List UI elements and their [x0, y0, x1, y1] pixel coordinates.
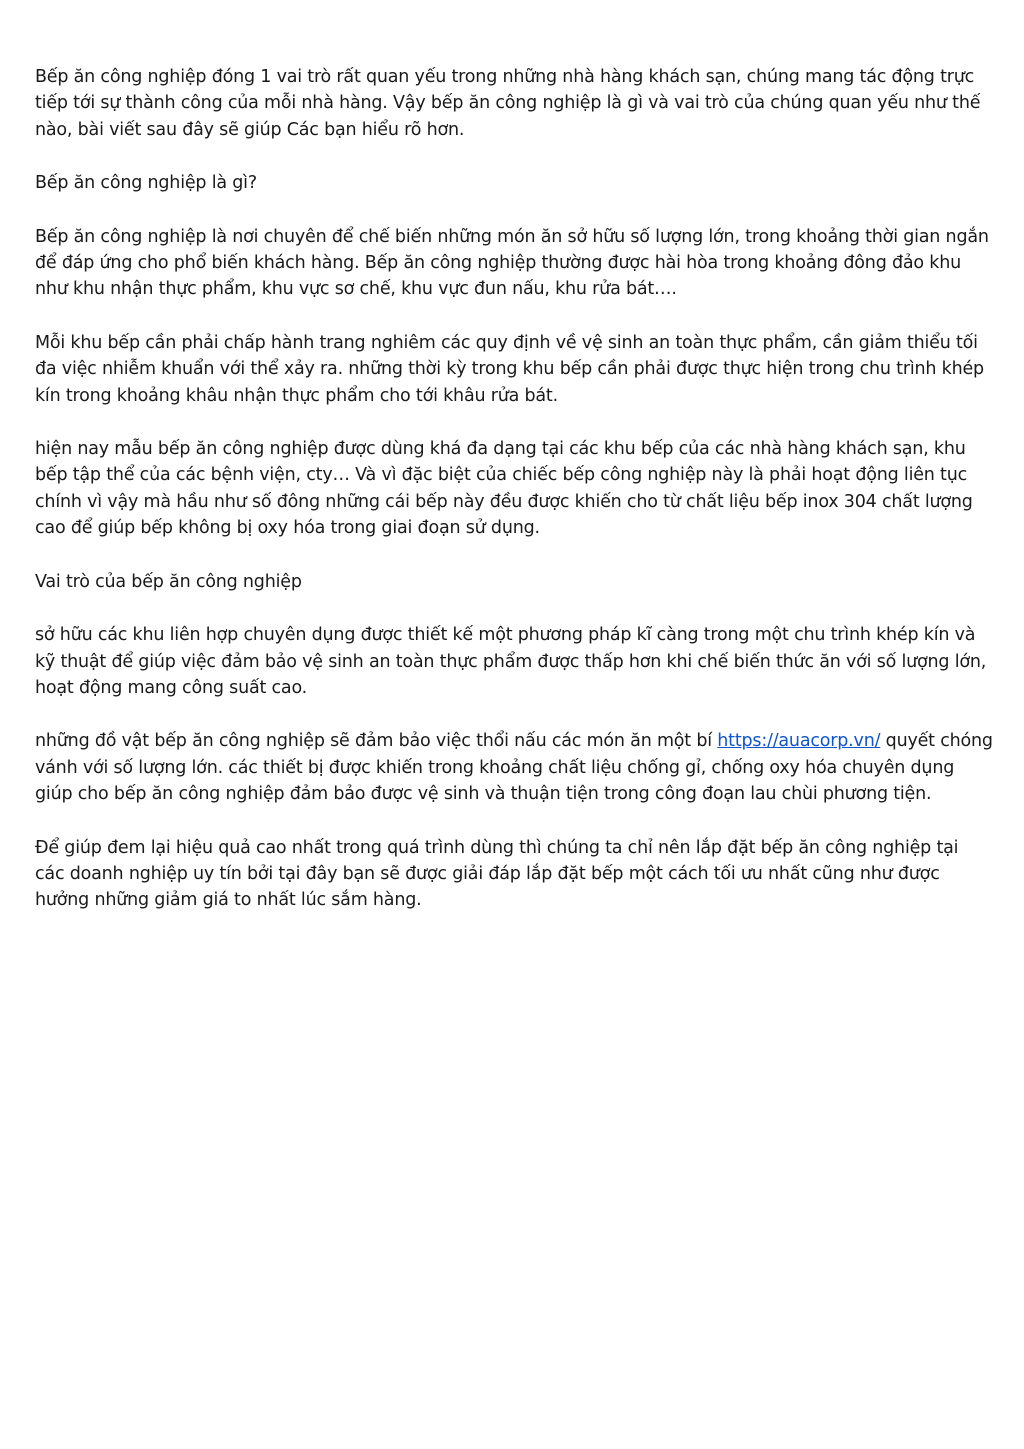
definition-paragraph: Bếp ăn công nghiệp là nơi chuyên để chế biến những món ăn sở hữu số lượng lớn, trong khoảng thời gian ngắn để đáp ứng cho phổ biến khách hàng. Bếp ăn công nghiệp thường được hài hòa trong khoảng đông đảo khu như khu nhận thực phẩm, khu vực sơ chế, khu vực đun nấu, khu rửa bát….: [35, 226, 989, 300]
equipment-paragraph: [35, 728, 993, 807]
hygiene-paragraph: Mỗi khu bếp cần phải chấp hành trang nghiêm các quy định về vệ sinh an toàn thực phẩm, cần giảm thiểu tối đa việc nhiễm khuẩn với thể xảy ra. những thời kỳ trong khu bếp cần phải được thực hiện trong chu trình khép kín trong khoảng khâu nhận thực phẩm cho tới khâu rửa bát.: [35, 332, 984, 406]
section-heading-role: Vai trò của bếp ăn công nghiệp: [35, 571, 302, 592]
role-paragraph: sở hữu các khu liên hợp chuyên dụng được thiết kế một phương pháp kĩ càng trong một chu trình khép kín và kỹ thuật để giúp việc đảm bảo vệ sinh an toàn thực phẩm được thấp hơn khi chế biến thức ăn với số lượng lớn, hoạt động mang công suất cao.: [35, 625, 987, 698]
closing-paragraph: Để giúp đem lại hiệu quả cao nhất trong quá trình dùng thì chúng ta chỉ nên lắp đặt bếp ăn công nghiệp tại các doanh nghiệp uy tín bởi tại đây bạn sẽ được giải đáp lắp đặt bếp một cách tối ưu nhất cũng như được hưởng những giảm giá to nhất lúc sắm hàng.: [35, 837, 959, 911]
usage-paragraph: hiện nay mẫu bếp ăn công nghiệp được dùng khá đa dạng tại các khu bếp của các nhà hàng khách sạn, khu bếp tập thể của các bệnh viện, cty… Và vì đặc biệt của chiếc bếp công nghiệp này là phải hoạt động liên tục chính vì vậy mà hầu như số đông những cái bếp này đều được khiến cho từ chất liệu bếp inox 304 chất lượng cao để giúp bếp không bị oxy hóa trong giai đoạn sử dụng.: [35, 439, 973, 539]
document-body: [35, 64, 993, 941]
equipment-text-after: quyết chóng vánh với số lượng lớn. các thiết bị được khiến trong khoảng chất liệu chống gỉ, chống oxy hóa chuyên dụng giúp cho bếp ăn công nghiệp đảm bảo được vệ sinh và thuận tiện trong công đoạn lau chùi phương tiện.: [35, 731, 993, 805]
equipment-text-before: những đồ vật bếp ăn công nghiệp sẽ đảm bảo việc thổi nấu các món ăn một bí: [35, 731, 718, 752]
section-heading-what-is: Bếp ăn công nghiệp là gì?: [35, 173, 257, 194]
auacorp-link[interactable]: https://auacorp.vn/: [717, 731, 881, 752]
intro-paragraph: Bếp ăn công nghiệp đóng 1 vai trò rất quan yếu trong những nhà hàng khách sạn, chúng mang tác động trực tiếp tới sự thành công của mỗi nhà hàng. Vậy bếp ăn công nghiệp là gì và vai trò của chúng quan yếu như thế nào, bài viết sau đây sẽ giúp Các bạn hiểu rõ hơn.: [35, 67, 981, 140]
